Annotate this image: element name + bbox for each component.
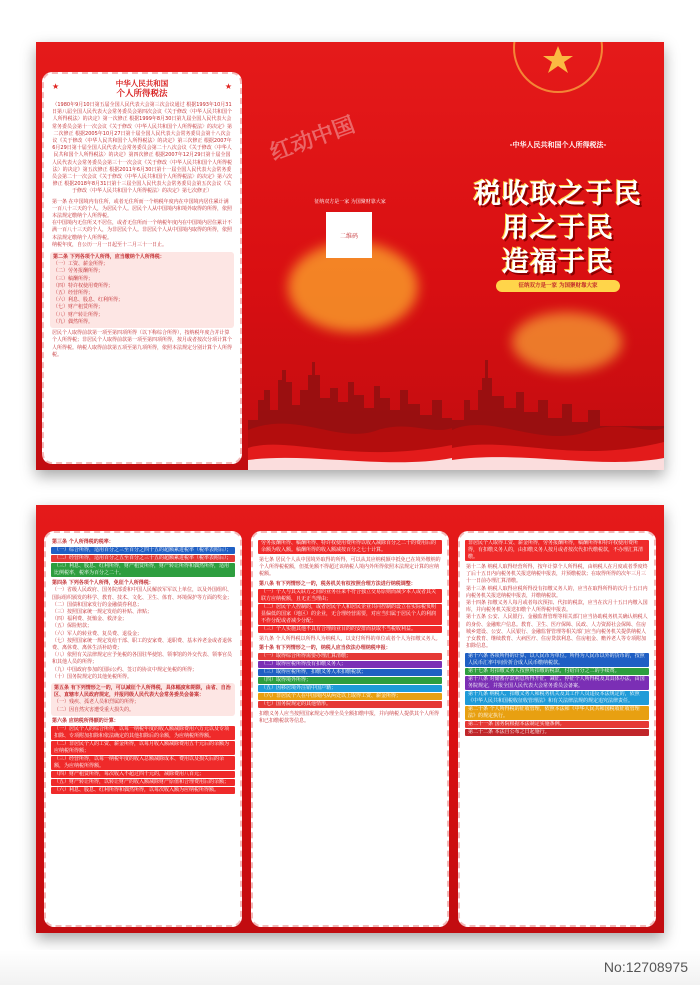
col3-top-row: 非居民个人取得工资、薪金所得，劳务报酬所得，稿酬所得和特许权使用费所得，有扣缴义务人的，由扣缴义务人按月或者按次代扣代缴税款，不办理汇算清缴。	[465, 540, 649, 561]
article-1b-text: 在中国境内无住所又不居住，或者无住所而一个纳税年度内在中国境内居住累计不满一百八十三天的个人，为非居民个人。非居民个人从中国境内取得的所得，依照本法规定缴纳个人所得税。	[52, 220, 233, 241]
article-4-item: （六）军人的转业费、复员费、退役金；	[52, 630, 143, 637]
article-2-item: （八）财产转让所得；	[53, 311, 104, 318]
article-4-item: （五）保险赔款；	[52, 623, 93, 630]
article-4-item: （八）依照有关法律规定应予免税的各国驻华使馆、领事馆的外交代表、领事官员和其他人员的所得；	[52, 652, 233, 666]
article-2-tail	[44, 328, 240, 359]
back-column-2	[251, 531, 449, 927]
article-8-heading: 第八条 有下列情形之一的，税务机关有权按照合理方法进行纳税调整：	[259, 580, 416, 587]
cover-skyline-illustration	[452, 300, 664, 470]
article-4-item: （七）按照国家统一规定发给干部、职工的安家费、退职费、基本养老金或者退休费、离休费、离休生活补助费；	[52, 637, 233, 652]
article-4-item: （一）省级人民政府、国务院部委和中国人民解放军军以上单位，以及外国组织、国际组织颁发的科学、教育、技术、文化、卫生、体育、环境保护等方面的奖金；	[52, 587, 233, 601]
article-2-item: （六）利息、股息、红利所得；	[53, 297, 124, 304]
article-4-item: （九）中国政府参加的国际公约、签订的协议中规定免税的所得；	[52, 666, 198, 673]
article-6	[46, 716, 240, 725]
emblem-icon	[508, 42, 608, 94]
col3-top	[460, 533, 654, 561]
article-3-heading: 第三条 个人所得税的税率：	[52, 539, 114, 545]
cover-badge: 征纳双方是一家 为国聚财靠大家	[496, 280, 620, 292]
article-4-item: （十）国务院规定的其他免税所得。	[52, 673, 133, 680]
article-8-row: （三）个人实施其他不具有合理商业目的的安排而获取不当税收利益。	[258, 626, 442, 633]
article-1c-text: 纳税年度，自公历一月一日起至十二月三十一日止。	[52, 241, 168, 248]
col3-bar: 第十六条 各项所得的计算，以人民币为单位。所得为人民币以外的货币的，按照人民币汇率中间价折合成人民币缴纳税款。	[465, 653, 649, 667]
article-10-heading: 第十条 有下列情形之一的，纳税人应当依法办理纳税申报：	[259, 645, 391, 652]
back-column-3	[458, 531, 656, 927]
law-title-line1: 中华人民共和国	[115, 79, 169, 88]
col3-article: 第十四条 扣缴义务人每月或者每次预扣、代扣的税款，应当在次月十五日内缴入国库，并向税务机关报送扣缴个人所得税申报表。	[466, 600, 648, 614]
cover-subtitle: -中华人民共和国个人所得税法-	[509, 141, 607, 149]
article-4-item: （四）福利费、抚恤金、救济金；	[52, 616, 128, 623]
rate-bar: （二）经营所得，适用百分之五至百分之三十五的超额累进税率（税率表附后）；	[51, 555, 235, 562]
article-2-heading: 第二条 下列各项个人所得，应当缴纳个人所得税：	[53, 254, 165, 261]
cover-line-3: 造福于民	[502, 247, 614, 278]
col2-tail-text: 扣缴义务人应当按照国家规定办理全员全额扣缴申报，并向纳税人提供其个人所得和已扣缴税款等信息。	[259, 711, 440, 725]
article-10-bars	[253, 653, 447, 708]
law-history	[44, 99, 240, 196]
col2-top-row: 劳务报酬所得、稿酬所得、特许权使用费所得以收入减除百分之二十的费用后的余额为收入额。稿酬所得的收入额减按百分之七十计算。	[258, 540, 442, 554]
slogan-small: 征纳双方是一家 为国聚财靠大家	[314, 199, 386, 205]
back-column-1	[44, 531, 242, 927]
rate-bar: （三）利息、股息、红利所得，财产租赁所得，财产转让所得和偶然所得，适用比例税率，税率为百分之二十。	[51, 563, 235, 577]
image-number: No:12708975	[603, 959, 688, 975]
article-7	[253, 555, 447, 579]
article-2-item: （九）偶然所得。	[53, 318, 94, 325]
article-4-item: （二）国债和国家发行的金融债券利息；	[52, 601, 143, 608]
article-8-rows	[253, 589, 447, 633]
col3-article: 第十二条 纳税人取得经营所得，按年计算个人所得税，由纳税人在月度或者季度终了后十五日内向税务机关报送纳税申报表，并预缴税款；在取得所得的次年三月三十一日前办理汇算清缴。	[466, 564, 648, 585]
rate-bars	[46, 547, 240, 577]
article-8-row: （一）个人与其关联方之间的业务往来不符合独立交易原则而减少本人或者其关联方应纳税额，且无正当理由；	[258, 589, 442, 603]
brochure-back-sheet	[36, 505, 664, 933]
watermark-text: 红动中国	[267, 112, 359, 167]
col3-bar: 第十九条 纳税人、扣缴义务人和税务机关及其工作人员违反本法规定的，依照《中华人民共和国税收征收管理法》和有关法律法规的规定追究法律责任。	[465, 691, 649, 705]
article-9	[253, 634, 447, 643]
article-2-tail-text: 居民个人取得前款第一项至第四项所得（以下称综合所得），按纳税年度合并计算个人所得税；非居民个人取得前款第一项至第四项所得，按月或者按次分项计算个人所得税。纳税人取得前款第五项至第九项所得，依照本法规定分别计算个人所得税。	[52, 330, 233, 358]
article-1	[44, 196, 240, 249]
article-4-heading: 第四条 下列各项个人所得，免征个人所得税：	[52, 580, 154, 587]
front-left-panel	[36, 42, 248, 470]
brochure-front-sheet	[36, 42, 664, 470]
article-10-bar: （三）取得应税所得，扣缴义务人未扣缴税款；	[258, 669, 442, 676]
law-title-line2: 个人所得税法	[116, 89, 168, 99]
article-2-item: （二）劳务报酬所得；	[53, 268, 104, 275]
article-10-bar: （七）国务院规定的其他情形。	[258, 701, 442, 708]
article-4	[46, 578, 240, 681]
col2-tail	[253, 709, 447, 725]
article-5-item: （二）因自然灾害遭受重大损失的。	[54, 706, 135, 713]
article-8	[253, 579, 447, 588]
article-9-text: 第九条 个人所得税以所得人为纳税人，以支付所得的单位或者个人为扣缴义务人。	[259, 635, 441, 642]
col3-article: 第十三条 纳税人取得应税所得没有扣缴义务人的，应当在取得所得的次月十五日内向税务机关报送纳税申报表，并缴纳税款。	[466, 585, 648, 599]
footer-bar	[0, 950, 700, 985]
col3-article: 第十五条 公安、人民银行、金融监督管理等相关部门应当协助税务机关确认纳税人的身份、金融账户信息。教育、卫生、医疗保障、民政、人力资源社会保障、住房城乡建设、公安、人民银行、金融监督管理等相关部门应当向税务机关提供纳税人子女教育、继续教育、大病医疗、住房贷款利息、住房租金、赡养老人等专项附加扣除信息。	[466, 614, 648, 650]
article-2-item: （三）稿酬所得；	[53, 275, 94, 282]
rate-bar: （一）综合所得，适用百分之三至百分之四十五的超额累进税率（税率表附后）；	[51, 547, 235, 554]
article-6-row: （五）财产转让所得，以转让财产的收入额减除财产原值和合理费用后的余额；	[51, 779, 235, 786]
col3-bar: 第二十条 个人所得税的征收管理，依照本法和《中华人民共和国税收征收管理法》的规定执行。	[465, 706, 649, 720]
article-6-heading: 第六条 应纳税所得额的计算：	[52, 717, 119, 724]
law-text-card	[42, 72, 242, 464]
col3-bar: 第二十一条 国务院根据本法制定实施条例。	[465, 721, 649, 728]
article-10-bar: （一）取得综合所得需要办理汇算清缴；	[258, 653, 442, 660]
article-6-row: （一）居民个人的综合所得，以每一纳税年度的收入额减除费用六万元以及专项扣除、专项附加扣除和依法确定的其他扣除后的余额，为应纳税所得额。	[51, 726, 235, 740]
article-6-rows	[46, 726, 240, 794]
article-6-row: （四）财产租赁所得，每次收入不超过四千元的，减除费用八百元；	[51, 771, 235, 778]
article-5-item: （一）残疾、孤老人员和烈属的所得；	[54, 699, 140, 706]
article-2-item: （五）经营所得；	[53, 290, 94, 297]
col3-bar: 第十七条 对扣缴义务人按照所扣缴的税款，付给百分之二的手续费。	[465, 668, 649, 675]
article-2-item: （四）特许权使用费所得；	[53, 282, 114, 289]
article-6-row: （三）经营所得，以每一纳税年度的收入总额减除成本、费用以及损失后的余额，为应纳税所得额。	[51, 756, 235, 770]
front-middle-panel	[248, 42, 452, 470]
article-10-bar: （二）取得应税所得没有扣缴义务人；	[258, 661, 442, 668]
qr-label: 二维码	[339, 232, 358, 240]
col3-articles	[460, 562, 654, 650]
article-10	[253, 643, 447, 652]
cover-line-1: 税收取之于民	[474, 179, 642, 210]
article-2-item: （七）财产租赁所得；	[53, 304, 104, 311]
cover-line-2: 用之于民	[502, 213, 614, 244]
col3-bar: 第二十二条 本法自公布之日起施行。	[465, 729, 649, 736]
article-6-row: （二）非居民个人的工资、薪金所得，以每月收入额减除费用五千元后的余额为应纳税所得额；	[51, 741, 235, 755]
article-10-bar: （四）取得境外所得；	[258, 677, 442, 684]
law-history-text: （1980年9月10日第五届全国人民代表大会第三次会议通过 根据1993年10月31日第八届全国人民代表大会常务委员会第四次会议《关于修改〈中华人民共和国个人所得税法〉的决定》第一次修正 根据1999年8月30日第九届全国人民代表大会常务委员会第十一次会议《关于修改〈中华人民共和国个人所得税法〉的决定》第二次修正 根据2005年10月27日第十届全国人民代表大会常务委员会第十八次会议《关于修改〈中华人民共和国个人所得税法〉的决定》第三次修正 根据2007年6月29日第十届全国人民代表大会常务委员会第二十八次会议《关于修改〈中华人民共和国个人所得税法〉的决定》第四次修正 根据2007年12月29日第十届全国人民代表大会常务委员会第三十一次会议《关于修改〈中华人民共和国个人所得税法〉的决定》第五次修正 根据2011年6月30日第十一届全国人民代表大会常务委员会第二十一次会议《关于修改〈中华人民共和国个人所得税法〉的决定》第六次修正 根据2018年8月31日第十三届全国人民代表大会常务委员会第五次会议《关于修改〈中华人民共和国个人所得税法〉的决定》第七次修正）	[52, 102, 233, 195]
article-7-text: 第七条 居民个人从中国境外取得的所得，可以从其应纳税额中抵免已在境外缴纳的个人所得税税额，但抵免额不得超过该纳税人境内外所得依照本法规定计算的应纳税额。	[259, 557, 441, 578]
article-3	[46, 533, 240, 546]
article-5-heading: 第五条 有下列情形之一的，可以减征个人所得税，具体幅度和期限，由省、自治区、直辖市人民政府规定，并报同级人民代表大会常务委员会备案：	[54, 685, 231, 699]
front-cover-panel	[452, 42, 664, 470]
star-icon: ★	[224, 82, 232, 91]
col3-bars	[460, 650, 654, 736]
article-10-bar: （六）非居民个人在中国境内从两处以上取得工资、薪金所得；	[258, 693, 442, 700]
col3-bar: 第十八条 对储蓄存款利息所得开征、减征、停征个人所得税及其具体办法，由国务院规定，并报全国人民代表大会常务委员会备案。	[465, 676, 649, 690]
article-6-row: （六）利息、股息、红利所得和偶然所得，以每次收入额为应纳税所得额。	[51, 787, 235, 794]
col2-top	[253, 533, 447, 554]
article-10-bar: （五）因移居境外注销中国户籍；	[258, 685, 442, 692]
article-1-text: 第一条 在中国境内有住所，或者无住所而一个纳税年度内在中国境内居住累计满一百八十三天的个人，为居民个人。居民个人从中国境内和境外取得的所得，依照本法规定缴纳个人所得税。	[52, 198, 233, 220]
article-4-item: （三）按照国家统一规定发给的补贴、津贴；	[52, 609, 153, 616]
star-icon: ★	[52, 82, 60, 91]
city-skyline-illustration	[248, 270, 452, 470]
qr-code-placeholder	[326, 212, 372, 258]
article-2-item: （一）工资、薪金所得；	[53, 261, 109, 268]
article-5	[51, 683, 235, 716]
article-2	[50, 252, 234, 328]
article-8-row: （二）居民个人控制的，或者居民个人和居民企业共同控制的设立在实际税负明显偏低的国家（地区）的企业，无合理经营需要，对应当归属于居民个人的利润不作分配或者减少分配；	[258, 604, 442, 625]
